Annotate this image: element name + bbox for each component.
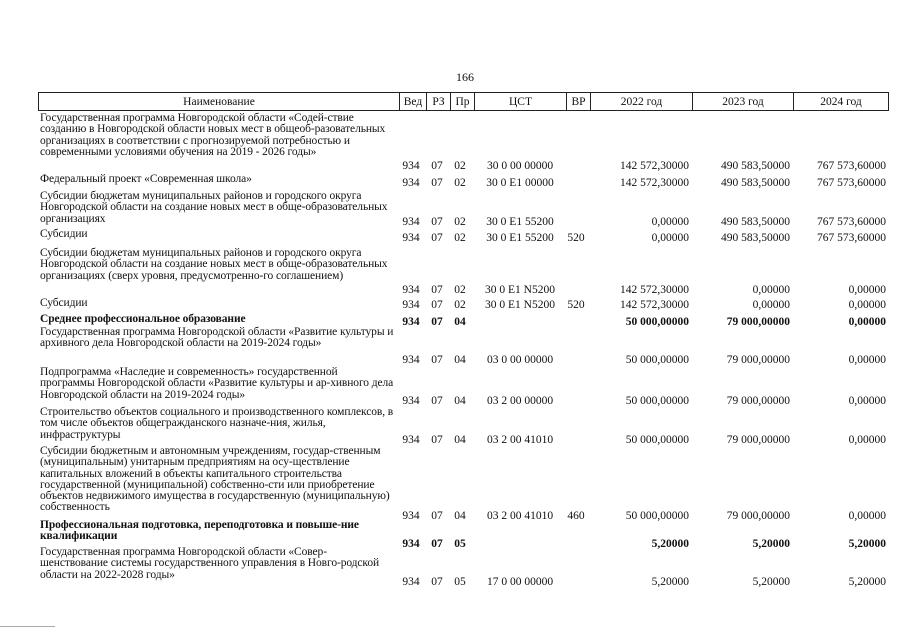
row-name: Профессиональная подготовка, переподготовка и повыше-ние квалификации: [40, 519, 359, 543]
row-name: Среднее профессиональное образование: [40, 313, 246, 325]
cell-y2022: 5,20000: [651, 576, 689, 588]
header-ved: Вед: [399, 93, 426, 110]
table-row: [38, 248, 889, 298]
cell-y2024: 767 573,60000: [817, 232, 886, 244]
cell-y2024: 0,00000: [848, 299, 886, 311]
cell-cst: 30 0 E1 00000: [486, 177, 554, 189]
cell-vr: 520: [567, 299, 585, 311]
cell-cst: 03 2 00 41010: [486, 510, 554, 522]
cell-y2023: 79 000,00000: [726, 434, 790, 446]
table-row: [38, 113, 889, 174]
cell-y2023: 490 583,50000: [721, 177, 790, 189]
cell-rz: 07: [431, 316, 443, 328]
cell-y2024: 767 573,60000: [817, 177, 886, 189]
row-name: Субсидии бюджетам муниципальных районов и городского округа Новгородской области на создание новых мест в обще-образовательных организациях: [40, 190, 388, 225]
cell-pr: 02: [454, 177, 466, 189]
cell-rz: 07: [431, 354, 443, 366]
cell-y2024: 0,00000: [848, 284, 886, 296]
cell-rz: 07: [431, 232, 443, 244]
cell-rz: 07: [431, 177, 443, 189]
header-2024: 2024 год: [793, 93, 888, 110]
cell-y2023: 79 000,00000: [726, 510, 790, 522]
table-header: [38, 92, 889, 111]
cell-pr: 02: [454, 232, 466, 244]
header-rz: РЗ: [426, 93, 450, 110]
cell-y2023: 490 583,50000: [721, 160, 790, 172]
cell-y2024: 5,20000: [848, 538, 886, 550]
table-row: [38, 327, 889, 365]
cell-y2022: 0,00000: [651, 232, 689, 244]
cell-cst: 30 0 E1 55200: [486, 216, 554, 228]
cell-pr: 04: [454, 395, 466, 407]
cell-y2023: 490 583,50000: [721, 216, 790, 228]
cell-pr: 02: [454, 216, 466, 228]
table-row: [38, 229, 889, 247]
cell-y2022: 142 572,30000: [620, 177, 689, 189]
cell-pr: 04: [454, 316, 466, 328]
cell-cst: 03 0 00 00000: [486, 354, 554, 366]
cell-ved: 934: [402, 299, 420, 311]
cell-ved: 934: [402, 216, 420, 228]
cell-y2024: 0,00000: [848, 434, 886, 446]
cell-ved: 934: [402, 177, 420, 189]
cell-vr: 460: [567, 510, 585, 522]
row-name: Субсидии: [40, 297, 88, 309]
cell-y2022: 50 000,00000: [625, 395, 689, 407]
header-cst: ЦСТ: [474, 93, 566, 110]
cell-cst: 30 0 00 00000: [486, 160, 554, 172]
page-number: 166: [456, 70, 474, 84]
cell-pr: 04: [454, 510, 466, 522]
row-name: Государственная программа Новгородской области «Содей-ствие созданию в Новгородской области новых мест в общеоб-разовательных организациях в соответствии с прогнозируемой потребностью и современными условиями обучения на 2019 - 2026 годы»: [40, 112, 386, 158]
cell-y2023: 79 000,00000: [726, 316, 790, 328]
cell-cst: 03 2 00 00000: [486, 395, 554, 407]
cell-y2024: 0,00000: [848, 316, 886, 328]
cell-y2024: 5,20000: [848, 576, 886, 588]
cell-y2024: 0,00000: [848, 354, 886, 366]
cell-rz: 07: [431, 216, 443, 228]
cell-y2022: 50 000,00000: [625, 316, 689, 328]
cell-y2023: 490 583,50000: [721, 232, 790, 244]
cell-ved: 934: [402, 160, 420, 172]
header-2022: 2022 год: [590, 93, 692, 110]
cell-rz: 07: [431, 160, 443, 172]
row-name: Федеральный проект «Современная школа»: [40, 173, 252, 185]
cell-pr: 05: [454, 538, 466, 550]
cell-pr: 02: [454, 299, 466, 311]
cell-rz: 07: [431, 576, 443, 588]
cell-y2023: 79 000,00000: [726, 354, 790, 366]
cell-y2022: 142 572,30000: [620, 299, 689, 311]
cell-y2022: 5,20000: [651, 538, 689, 550]
cell-rz: 07: [431, 434, 443, 446]
header-2023: 2023 год: [692, 93, 793, 110]
cell-ved: 934: [402, 284, 420, 296]
cell-y2024: 767 573,60000: [817, 216, 886, 228]
cell-rz: 07: [431, 299, 443, 311]
row-name: Государственная программа Новгородской области «Совер-шенствование системы государственного управления в Новго-родской области на 2022-2028 годы»: [40, 546, 380, 581]
row-name: Подпрограмма «Наследие и современность» государственной программы Новгородской области «Развитие культуры и ар-хивного дела Новгородской области на 2019-2024 годы»: [40, 366, 394, 401]
cell-rz: 07: [431, 538, 443, 550]
cell-ved: 934: [402, 232, 420, 244]
cell-rz: 07: [431, 510, 443, 522]
cell-y2022: 50 000,00000: [625, 354, 689, 366]
table-row: [38, 546, 889, 588]
cell-y2024: 0,00000: [848, 395, 886, 407]
cell-cst: 30 0 E1 55200: [486, 232, 554, 244]
row-name: Субсидии бюджетным и автономным учреждениям, государ-ственным (муниципальным) унитарным предприятиям на осу-ществление капитальных вложений в объекты капитального строительства государственной (муниципальной) собственно-сти или приобретение объектов недвижимого имущества в государственную (муниципальную) собственность: [40, 445, 390, 514]
cell-pr: 02: [454, 160, 466, 172]
table-row: [38, 407, 889, 445]
cell-y2024: 0,00000: [848, 510, 886, 522]
row-name: Строительство объектов социального и производственного комплексов, в том числе объектов общегражданского назначе-ния, жилья, инфраструктуры: [40, 406, 394, 441]
cell-ved: 934: [402, 576, 420, 588]
cell-y2023: 79 000,00000: [726, 395, 790, 407]
cell-y2023: 0,00000: [752, 299, 790, 311]
cell-cst: 03 2 00 41010: [486, 434, 554, 446]
header-name: Наименование: [183, 96, 255, 108]
cell-y2024: 767 573,60000: [817, 160, 886, 172]
table-row: [38, 519, 889, 550]
cell-pr: 02: [454, 284, 466, 296]
cell-vr: 520: [567, 232, 585, 244]
cell-y2023: 5,20000: [752, 576, 790, 588]
cell-y2022: 50 000,00000: [625, 510, 689, 522]
cell-y2022: 50 000,00000: [625, 434, 689, 446]
cell-ved: 934: [402, 395, 420, 407]
cell-y2022: 142 572,30000: [620, 160, 689, 172]
cell-pr: 05: [454, 576, 466, 588]
header-vr: ВР: [566, 93, 590, 110]
cell-ved: 934: [402, 354, 420, 366]
cell-rz: 07: [431, 284, 443, 296]
row-name: Государственная программа Новгородской области «Развитие культуры и архивного дела Новгородской области на 2019-2024 годы»: [40, 326, 394, 350]
table-row: [38, 191, 889, 229]
table-row: [38, 367, 889, 405]
cell-y2023: 5,20000: [752, 538, 790, 550]
row-name: Субсидии бюджетам муниципальных районов и городского округа Новгородской области на создание новых мест в обще-образовательных организациях (сверх уровня, предусмотренно-го соглашением): [40, 247, 388, 282]
cell-y2022: 142 572,30000: [620, 284, 689, 296]
cell-ved: 934: [402, 510, 420, 522]
cell-y2023: 0,00000: [752, 284, 790, 296]
footer-rule: [0, 626, 55, 627]
cell-cst: 30 0 E1 N5200: [485, 299, 555, 311]
table-row: [38, 445, 889, 522]
cell-cst: 30 0 E1 N5200: [485, 284, 555, 296]
cell-pr: 04: [454, 434, 466, 446]
cell-ved: 934: [402, 538, 420, 550]
cell-cst: 17 0 00 00000: [486, 576, 554, 588]
cell-pr: 04: [454, 354, 466, 366]
row-name: Субсидии: [40, 228, 88, 240]
cell-ved: 934: [402, 316, 420, 328]
header-pr: Пр: [450, 93, 474, 110]
cell-rz: 07: [431, 395, 443, 407]
cell-ved: 934: [402, 434, 420, 446]
cell-y2022: 0,00000: [651, 216, 689, 228]
